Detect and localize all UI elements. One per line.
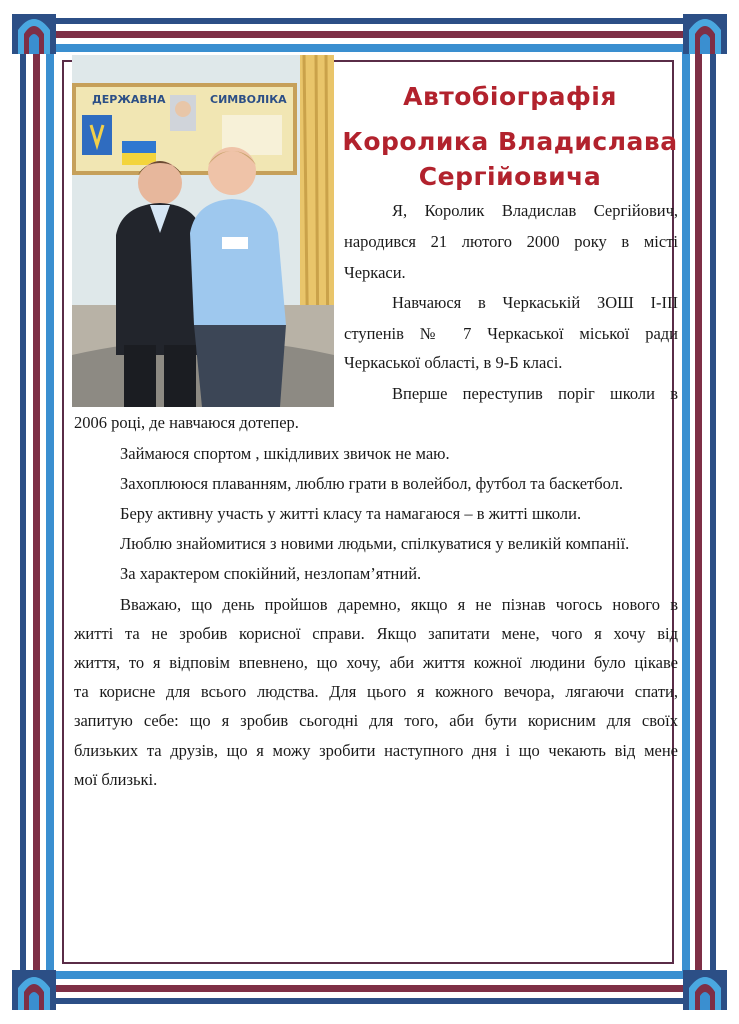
board-banner-right: СИМВОЛІКА [210, 93, 287, 106]
text-line-14: Вважаю, що день пройшов даремно, якщо я не пізнав чогось нового в [120, 595, 678, 614]
text-line-19: близьких та друзів, що я можу зробити наступного дня і що чекають від мене [74, 741, 678, 760]
portrait-photo [72, 55, 334, 407]
person-name-line-2: Сергійовича [418, 162, 602, 191]
text-line-2: народився 21 лютого 2000 року в місті [344, 232, 678, 251]
person-name-heading [338, 124, 682, 194]
text-line-13: За характером спокійний, незлопам’ятний. [120, 564, 422, 583]
document-title: Автобіографія [403, 82, 617, 111]
text-line-15: житті та не зробив корисної справи. Якщо запитати мене, чого я хочу від [74, 624, 678, 643]
text-line-4: Навчаюся в Черкаській ЗОШ І-ІІІ [392, 293, 678, 312]
text-line-7: Вперше переступив поріг школи в [392, 384, 678, 403]
text-line-16: життя, то я відповім впевнено, що хочу, аби життя кожної людини було цікаве [74, 653, 678, 672]
board-banner-left: ДЕРЖАВНА [92, 93, 166, 106]
text-line-9: Займаюся спортом , шкідливих звичок не маю. [120, 444, 450, 463]
text-line-1: Я, Королик Владислав Сергійович, [392, 201, 678, 220]
text-line-8: 2006 році, де навчаюся дотепер. [74, 413, 299, 432]
corner-ornament-bottom-right [677, 964, 733, 1020]
text-line-6: Черкаської області, в 9-Б класі. [344, 353, 563, 372]
text-line-10: Захоплююся плаванням, люблю грати в волейбол, футбол та баскетбол. [120, 474, 624, 493]
text-line-17: та корисне для всього людства. Для цього я кожного вечора, лягаючи спати, [74, 682, 678, 701]
text-line-12: Люблю знайомитися з новими людьми, спілкуватися у великій компанії. [120, 534, 630, 553]
corner-ornament-bottom-left [6, 964, 62, 1020]
corner-ornament-top-right [677, 4, 733, 60]
person-name-line-1: Королика Владислава [342, 127, 678, 156]
text-line-18: запитую себе: що я зробив сьогодні для того, аби бути корисним для своїх [74, 711, 678, 730]
text-line-11: Беру активну участь у житті класу та намагаюся – в житті школи. [120, 504, 582, 523]
corner-ornament-top-left [6, 4, 62, 60]
text-line-20: мої близькі. [74, 770, 158, 789]
text-line-3: Черкаси. [344, 263, 406, 282]
text-line-5: ступенів № 7 Черкаської міської ради [344, 324, 678, 343]
